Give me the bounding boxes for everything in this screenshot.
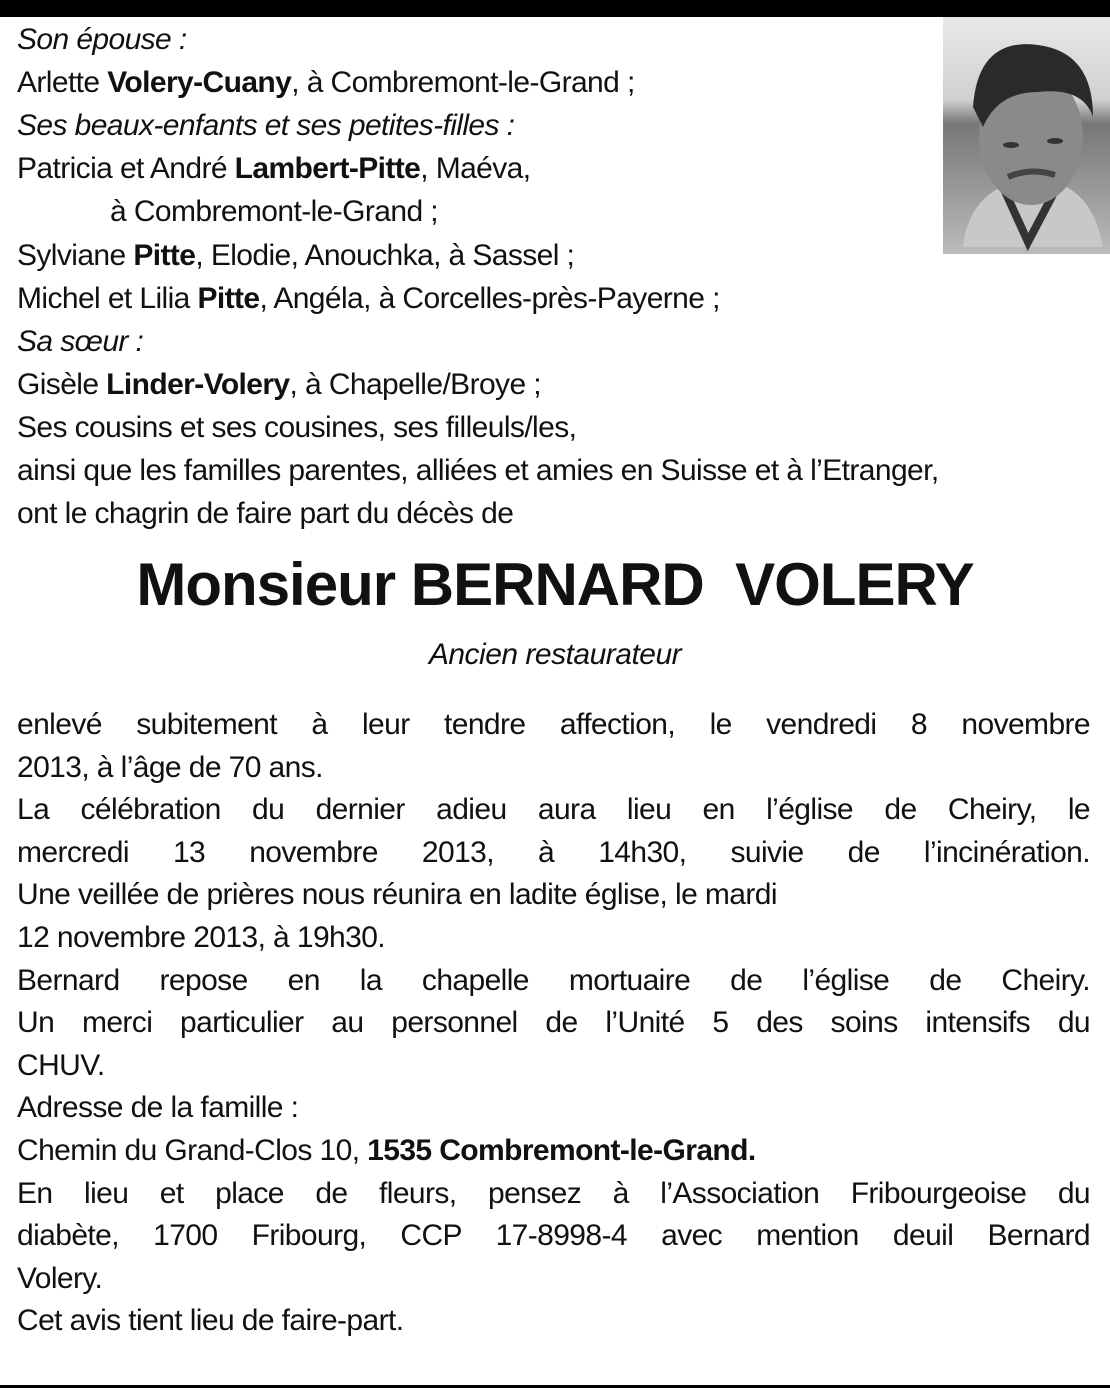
body-line <box>17 961 1090 1001</box>
text-segment: CHUV. <box>17 1048 105 1082</box>
text-segment: ainsi que les familles parentes, alliées et amies en Suisse et à l’Etranger, <box>17 454 939 487</box>
family-line <box>17 451 939 491</box>
text-segment: 12 novembre 2013, à 19h30. <box>17 921 386 954</box>
bold-name: Linder-Volery <box>106 367 290 401</box>
text-segment: Adresse de la famille : <box>17 1091 299 1125</box>
family-line <box>17 322 143 362</box>
text-segment: Michel et Lilia <box>17 281 198 315</box>
bold-name: Lambert-Pitte <box>234 152 421 186</box>
text-segment: En lieu et place de fleurs, pensez à l’Association Fribourgeoise du <box>17 1176 1090 1210</box>
family-line <box>17 149 530 189</box>
body-line <box>17 833 1090 873</box>
body-line <box>17 875 777 915</box>
text-segment: Patricia et André <box>17 152 235 186</box>
body-line <box>17 1301 403 1341</box>
text-segment: , Maéva, <box>420 152 531 186</box>
body-line <box>17 1131 756 1171</box>
body-line <box>17 790 1090 830</box>
text-segment: Arlette <box>17 66 108 100</box>
text-segment: , Elodie, Anouchka, à Sassel ; <box>195 238 575 272</box>
family-line <box>17 494 513 534</box>
text-segment: Ses cousins et ses cousines, ses filleuls/les, <box>17 410 577 444</box>
bold-name: Volery-Cuany <box>107 66 292 100</box>
text-segment: Une veillée de prières nous réunira en ladite église, le mardi <box>17 878 777 912</box>
text-segment: Son épouse : <box>17 23 187 56</box>
bold-name: Pitte <box>197 281 260 315</box>
body-line <box>17 1088 298 1128</box>
deceased-name: Monsieur BERNARD VOLERY <box>136 551 974 618</box>
bold-name: 1535 Combremont-le-Grand. <box>367 1134 756 1167</box>
family-line <box>17 365 541 405</box>
bold-name: Pitte <box>133 238 196 272</box>
text-segment: , à Chapelle/Broye ; <box>289 367 542 401</box>
body-line <box>17 1003 1090 1043</box>
text-segment: Sa sœur : <box>17 324 144 358</box>
text-segment: Un merci particulier au personnel de l’Unité 5 des soins intensifs du <box>17 1006 1090 1040</box>
text-segment: enlevé subitement à leur tendre affection, le vendredi 8 novembre <box>17 708 1090 741</box>
text-segment: Gisèle <box>17 367 107 401</box>
text-segment: diabète, 1700 Fribourg, CCP 17-8998-4 avec mention deuil Bernard <box>17 1219 1090 1253</box>
family-line <box>17 408 576 448</box>
family-line <box>110 192 438 232</box>
text-segment: 2013, à l’âge de 70 ans. <box>17 750 323 784</box>
family-line <box>17 63 635 103</box>
top-border <box>0 0 1110 17</box>
body-line <box>17 748 323 788</box>
text-segment: , Angéla, à Corcelles-près-Payerne ; <box>259 281 720 315</box>
body-line <box>17 1174 1090 1214</box>
text-segment: Cet avis tient lieu de faire-part. <box>17 1304 404 1338</box>
body-line <box>17 1259 102 1299</box>
body-line <box>17 1216 1090 1256</box>
text-segment: , à Combremont-le-Grand ; <box>291 66 635 100</box>
text-segment: Ses beaux-enfants et ses petites-filles : <box>17 109 515 143</box>
family-line <box>17 279 720 319</box>
body-line <box>17 1046 105 1086</box>
bottom-border <box>0 1385 1110 1388</box>
family-line <box>17 20 187 60</box>
text-segment: mercredi 13 novembre 2013, à 14h30, suivie de l’incinération. <box>17 835 1090 869</box>
text-segment: Bernard repose en la chapelle mortuaire de l’église de Cheiry. <box>17 963 1090 997</box>
deceased-occupation: Ancien restaurateur <box>428 638 682 671</box>
body-line <box>17 918 385 958</box>
text-segment: ont le chagrin de faire part du décès de <box>17 497 514 531</box>
family-line <box>17 106 514 146</box>
text-segment: Chemin du Grand-Clos 10, <box>17 1134 368 1167</box>
text-segment: à Combremont-le-Grand ; <box>110 195 438 229</box>
portrait-photo <box>943 17 1110 254</box>
text-segment: Volery. <box>17 1261 103 1295</box>
body-line <box>17 705 1090 745</box>
text-segment: Sylviane <box>17 238 134 272</box>
family-line <box>17 236 574 276</box>
text-segment: La célébration du dernier adieu aura lieu en l’église de Cheiry, le <box>17 793 1090 827</box>
